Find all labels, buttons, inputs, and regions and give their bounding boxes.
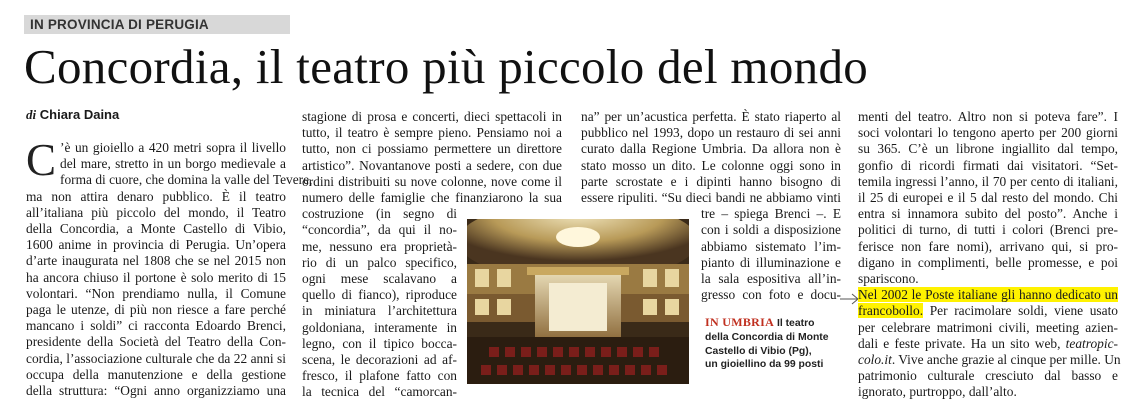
text-fragment: dali e feste private. Ha un sito web, xyxy=(858,335,1061,351)
text-line: artistico”. Novantanove posti a sedere, con due xyxy=(302,157,562,173)
text-line: pianto di illuminazione e xyxy=(701,254,841,270)
text-line: na” per un’acustica perfetta. È stato riaperto al xyxy=(581,109,841,124)
highlighted-line xyxy=(858,287,1118,303)
text-line: ogni mese scalavano a xyxy=(302,271,457,287)
text-line: numero delle famiglie che finanziarono la sua xyxy=(302,190,562,206)
caption-text: Castello di Vibio (Pg), xyxy=(705,345,812,357)
text-fragment: . Vive anche grazie al cinque per mille. Un xyxy=(891,352,1121,368)
text-line: in miniatura l’architettura xyxy=(302,303,457,319)
text-line: essere ripuliti. “Su dieci bandi ne abbiamo vinti xyxy=(581,190,841,206)
theatre-photo xyxy=(467,219,689,384)
text-line: abbiamo sistemato l’im- xyxy=(701,238,841,254)
text-line: la sala espositiva all’in- xyxy=(701,271,841,287)
text-line: costruzione (in segno di xyxy=(302,206,457,222)
text-line: soci volontari lo tengono aperto per 200 giorni xyxy=(858,125,1118,141)
text-line: spariscono. xyxy=(858,271,919,287)
text-line: tre – spiega Brenci –. E xyxy=(701,206,841,222)
text-line: pubblico nel 1993, dopo un restauro di sei anni xyxy=(581,125,841,141)
caption-tag: IN UMBRIA xyxy=(705,315,775,329)
text-line: per celebrare matrimoni civili, meeting azien- xyxy=(858,319,1118,335)
text-line: della Concordia, a Monte Castello di Vibio, xyxy=(26,221,286,237)
text-line: gresso con foto e docu- xyxy=(701,287,841,303)
text-line: occupa della manutenzione e della gestione xyxy=(26,366,286,382)
drop-cap: C xyxy=(26,135,57,185)
text-line: rio di un palco specifico, xyxy=(302,254,457,270)
photo-caption xyxy=(705,316,833,372)
highlight-mark: francobollo. xyxy=(858,303,924,319)
website-name: colo.it xyxy=(858,352,892,368)
text-line: stato mosso un dito. Le colonne oggi sono in xyxy=(581,157,841,173)
text-line: con i soldi a disposizione xyxy=(701,222,841,238)
text-line: presidente della Società del Teatro della Con- xyxy=(26,334,286,350)
text-line: curato dalla Regione Umbria. Da allora non è xyxy=(581,141,841,157)
article-column-1 xyxy=(26,135,313,399)
text-line: ferisce non fare nomi), arrivano qui, si pro- xyxy=(858,238,1118,254)
website-name: teatropic- xyxy=(1065,335,1118,351)
text-line: 1600 anime in provincia di Perugia. Un’opera xyxy=(26,237,286,253)
text-line: me, nessuno era proprietà- xyxy=(302,238,457,254)
text-line: ha ancora chiuso il portone è solo merito di 15 xyxy=(26,269,286,285)
text-line: digano in complimenti, belle promesse, e poi xyxy=(858,254,1118,270)
byline xyxy=(26,107,119,123)
caption-text: un gioiellino da 99 posti xyxy=(705,359,824,371)
text-line: su 365. C’è un librone ingiallito dal tempo, xyxy=(858,141,1118,157)
article-headline: Concordia, il teatro più piccolo del mondo xyxy=(24,39,869,94)
text-line: mancano i soldi” ci racconta Edoardo Brenci, xyxy=(26,318,286,334)
text-fragment: Per racimolare soldi, viene usato xyxy=(923,303,1118,319)
text-line: del mare, stretto in un borgo medievale a xyxy=(60,156,286,172)
text-line: ignorato, purtroppo, dall’alto. xyxy=(858,384,1017,400)
text-line: il 25 di europei e il 5 dal resto del mondo. Chi xyxy=(858,190,1118,206)
text-line: politici di turno, di tutti i colori (Brenci pre- xyxy=(858,222,1118,238)
text-line: legno, con il tipico bocca- xyxy=(302,335,457,351)
text-line: ordini distribuiti su nove colonne, nove come il xyxy=(302,173,562,189)
text-line: quello di fianco), riproduce xyxy=(302,287,457,303)
text-line: patrimonio culturale cresciuto dal basso e xyxy=(858,368,1118,384)
text-line xyxy=(858,303,1118,319)
text-line: d’arte inaugurata nel 1808 che se nel 2015 non xyxy=(26,253,286,269)
article-column-4 xyxy=(858,109,1121,401)
text-line: scena, le decorazioni ad af- xyxy=(302,352,457,368)
text-line: all’italiana più piccolo del mondo, il Teatro xyxy=(26,204,286,220)
text-line: cordia, l’associazione culturale che da 22 anni si xyxy=(26,350,286,366)
caption-text: della Concordia di Monte xyxy=(705,331,829,343)
text-line xyxy=(858,352,1121,368)
section-kicker: IN PROVINCIA DI PERUGIA xyxy=(24,15,290,34)
text-line: entra si innamora subito del posto”. Anche i xyxy=(858,206,1118,222)
text-line: fresco, il plafone fatto con xyxy=(302,368,457,384)
text-line: goldoniana, interamente in xyxy=(302,319,457,335)
text-line: volontari. “Non prendiamo nulla, il Comune xyxy=(26,285,286,301)
text-line: ’è un gioiello a 420 metri sopra il livello xyxy=(60,140,286,155)
byline-prefix: di xyxy=(26,107,37,122)
text-line: tutto, il teatro è sempre pieno. Pensiamo noi a xyxy=(302,125,562,141)
text-line: gonfio di ricordi firmati dai visitatori. “Set- xyxy=(858,157,1118,173)
text-line: tutto, non ci possiamo permettere un direttore xyxy=(302,141,562,157)
text-line: menti del teatro. Altro non si poteva fare”. I xyxy=(858,109,1118,124)
text-line: paga le utenze, di più non riesce a fare perché xyxy=(26,302,286,318)
theatre-interior-image xyxy=(467,219,689,384)
text-line: ma non attira denaro pubblico. È il teatro xyxy=(26,188,286,204)
text-line: forma di cuore, che domina la valle del Tevere, xyxy=(60,172,313,188)
text-line: stagione di prosa e concerti, dieci spettacoli in xyxy=(302,109,562,124)
text-line: della struttura: “Ogni anno organizziamo una xyxy=(26,383,286,399)
byline-author: Chiara Daina xyxy=(39,107,120,122)
text-line: parte scrostate e i dipinti hanno bisogno di xyxy=(581,173,841,189)
text-line: temila ingressi l’anno, il 70 per cento di italiani, xyxy=(858,173,1118,189)
text-line xyxy=(858,336,1118,352)
highlight-mark: Nel 2002 le Poste italiane gli hanno dedicato un xyxy=(858,287,1118,303)
text-line: “concordia”, da qui il no- xyxy=(302,222,457,238)
caption-text: Il teatro xyxy=(776,318,815,329)
text-line: la tecnica del “camorcan- xyxy=(302,384,457,400)
